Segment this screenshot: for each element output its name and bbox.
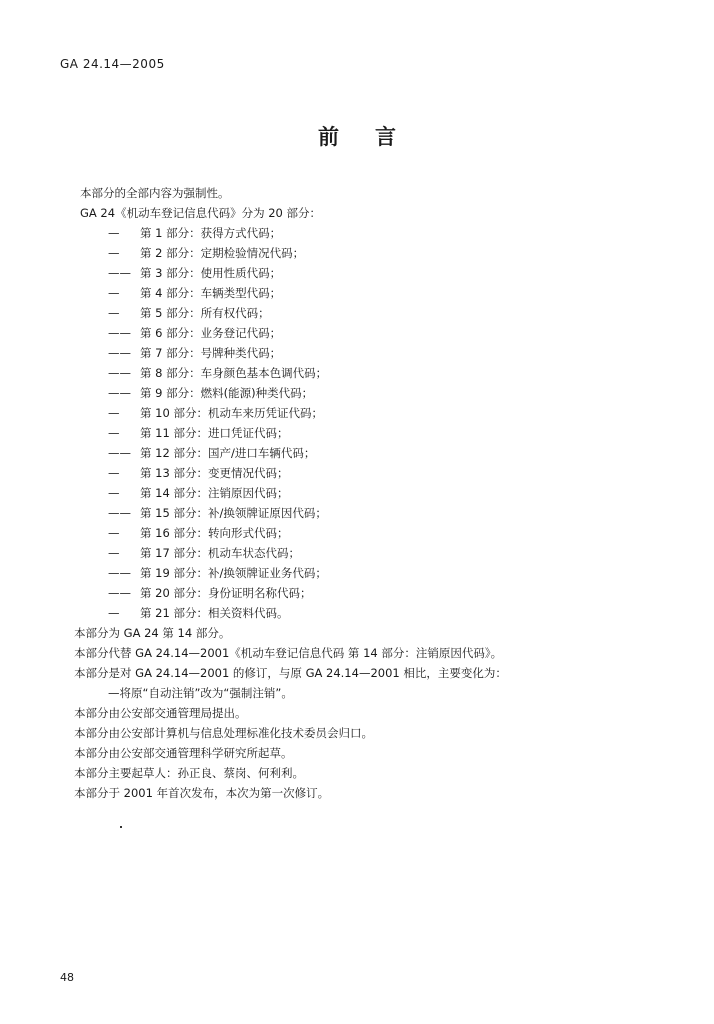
part-item-text: 第 6 部分：业务登记代码； [140, 326, 282, 340]
part-item [80, 343, 690, 363]
part-item-text: 第 15 部分：补/换领牌证原因代码； [140, 506, 327, 520]
paragraph: 本部分为 GA 24 第 14 部分。 [74, 626, 231, 640]
paragraph: 本部分由公安部交通管理科学研究所起草。 [74, 746, 293, 760]
item-dash: —— [108, 346, 131, 360]
standard-code: GA 24.14—2005 [60, 57, 165, 71]
item-dash: —— [108, 386, 131, 400]
item-dash: —— [108, 566, 131, 580]
part-item-text: 第 12 部分：国产/进口车辆代码； [140, 446, 316, 460]
part-item [80, 443, 690, 463]
item-dash: — [108, 226, 120, 240]
part-item [80, 303, 690, 323]
part-item-text: 第 11 部分：进口凭证代码； [140, 426, 289, 440]
part-item-text: 第 2 部分：定期检验情况代码； [140, 246, 305, 260]
part-item [80, 243, 690, 263]
page-title: 前言 [318, 125, 432, 149]
part-item [80, 483, 690, 503]
item-dash: —— [108, 366, 131, 380]
paragraph: 本部分代替 GA 24.14—2001《机动车登记信息代码 第 14 部分：注销原因代码》。 [74, 646, 503, 660]
part-item-text: 第 14 部分：注销原因代码； [140, 486, 289, 500]
paragraph: 本部分由公安部计算机与信息处理标准化技术委员会归口。 [74, 726, 373, 740]
page-number: 48 [60, 971, 74, 984]
part-item-text: 第 1 部分：获得方式代码； [140, 226, 282, 240]
item-dash: — [108, 286, 120, 300]
item-dash: —— [108, 446, 131, 460]
part-item [80, 283, 690, 303]
item-dash: — [108, 306, 120, 320]
item-dash: — [108, 606, 120, 620]
item-dash: — [108, 426, 120, 440]
part-item-text: 第 7 部分：号牌种类代码； [140, 346, 282, 360]
part-item-text: 第 8 部分：车身颜色基本色调代码； [140, 366, 328, 380]
item-dash: — [108, 406, 120, 420]
part-item-text: 第 3 部分：使用性质代码； [140, 266, 282, 280]
change-item: —将原“自动注销”改为“强制注销”。 [108, 686, 293, 700]
item-dash: —— [108, 506, 131, 520]
item-dash: — [108, 486, 120, 500]
item-dash: —— [108, 266, 131, 280]
part-item-text: 第 16 部分：转向形式代码； [140, 526, 289, 540]
part-item-text: 第 5 部分：所有权代码； [140, 306, 270, 320]
intro-line-1: 本部分的全部内容为强制性。 [80, 186, 230, 200]
part-item [80, 263, 690, 283]
part-item-text: 第 10 部分：机动车来历凭证代码； [140, 406, 323, 420]
part-item [80, 523, 690, 543]
part-item [80, 423, 690, 443]
item-dash: —— [108, 586, 131, 600]
part-item-text: 第 13 部分：变更情况代码； [140, 466, 289, 480]
part-item-text: 第 9 部分：燃料(能源)种类代码； [140, 386, 314, 400]
paragraph: 本部分主要起草人：孙正良、蔡岗、何利利。 [74, 766, 304, 780]
part-item [80, 543, 690, 563]
item-dash: — [108, 526, 120, 540]
part-item [80, 503, 690, 523]
item-dash: — [108, 546, 120, 560]
part-item-text: 第 20 部分：身份证明名称代码； [140, 586, 312, 600]
part-item-text: 第 4 部分：车辆类型代码； [140, 286, 282, 300]
paragraph: 本部分于 2001 年首次发布，本次为第一次修订。 [74, 786, 330, 800]
part-item [80, 603, 690, 623]
part-item [80, 323, 690, 343]
part-item [80, 583, 690, 603]
paragraph: 本部分由公安部交通管理局提出。 [74, 706, 247, 720]
part-item [80, 403, 690, 423]
item-dash: —— [108, 326, 131, 340]
item-dash: — [108, 246, 120, 260]
part-item-text: 第 17 部分：机动车状态代码； [140, 546, 300, 560]
document-body [74, 183, 690, 803]
parts-list [80, 223, 690, 623]
part-item [80, 463, 690, 483]
part-item [80, 383, 690, 403]
part-item [80, 563, 690, 583]
part-item-text: 第 21 部分：相关资料代码。 [140, 606, 289, 620]
part-item [80, 363, 690, 383]
item-dash: — [108, 466, 120, 480]
scan-speck [120, 826, 122, 828]
intro-line-2: GA 24《机动车登记信息代码》分为 20 部分： [80, 206, 322, 220]
part-item [80, 223, 690, 243]
paragraph: 本部分是对 GA 24.14—2001 的修订，与原 GA 24.14—2001 相比，主要变化为： [74, 666, 507, 680]
part-item-text: 第 19 部分：补/换领牌证业务代码； [140, 566, 327, 580]
